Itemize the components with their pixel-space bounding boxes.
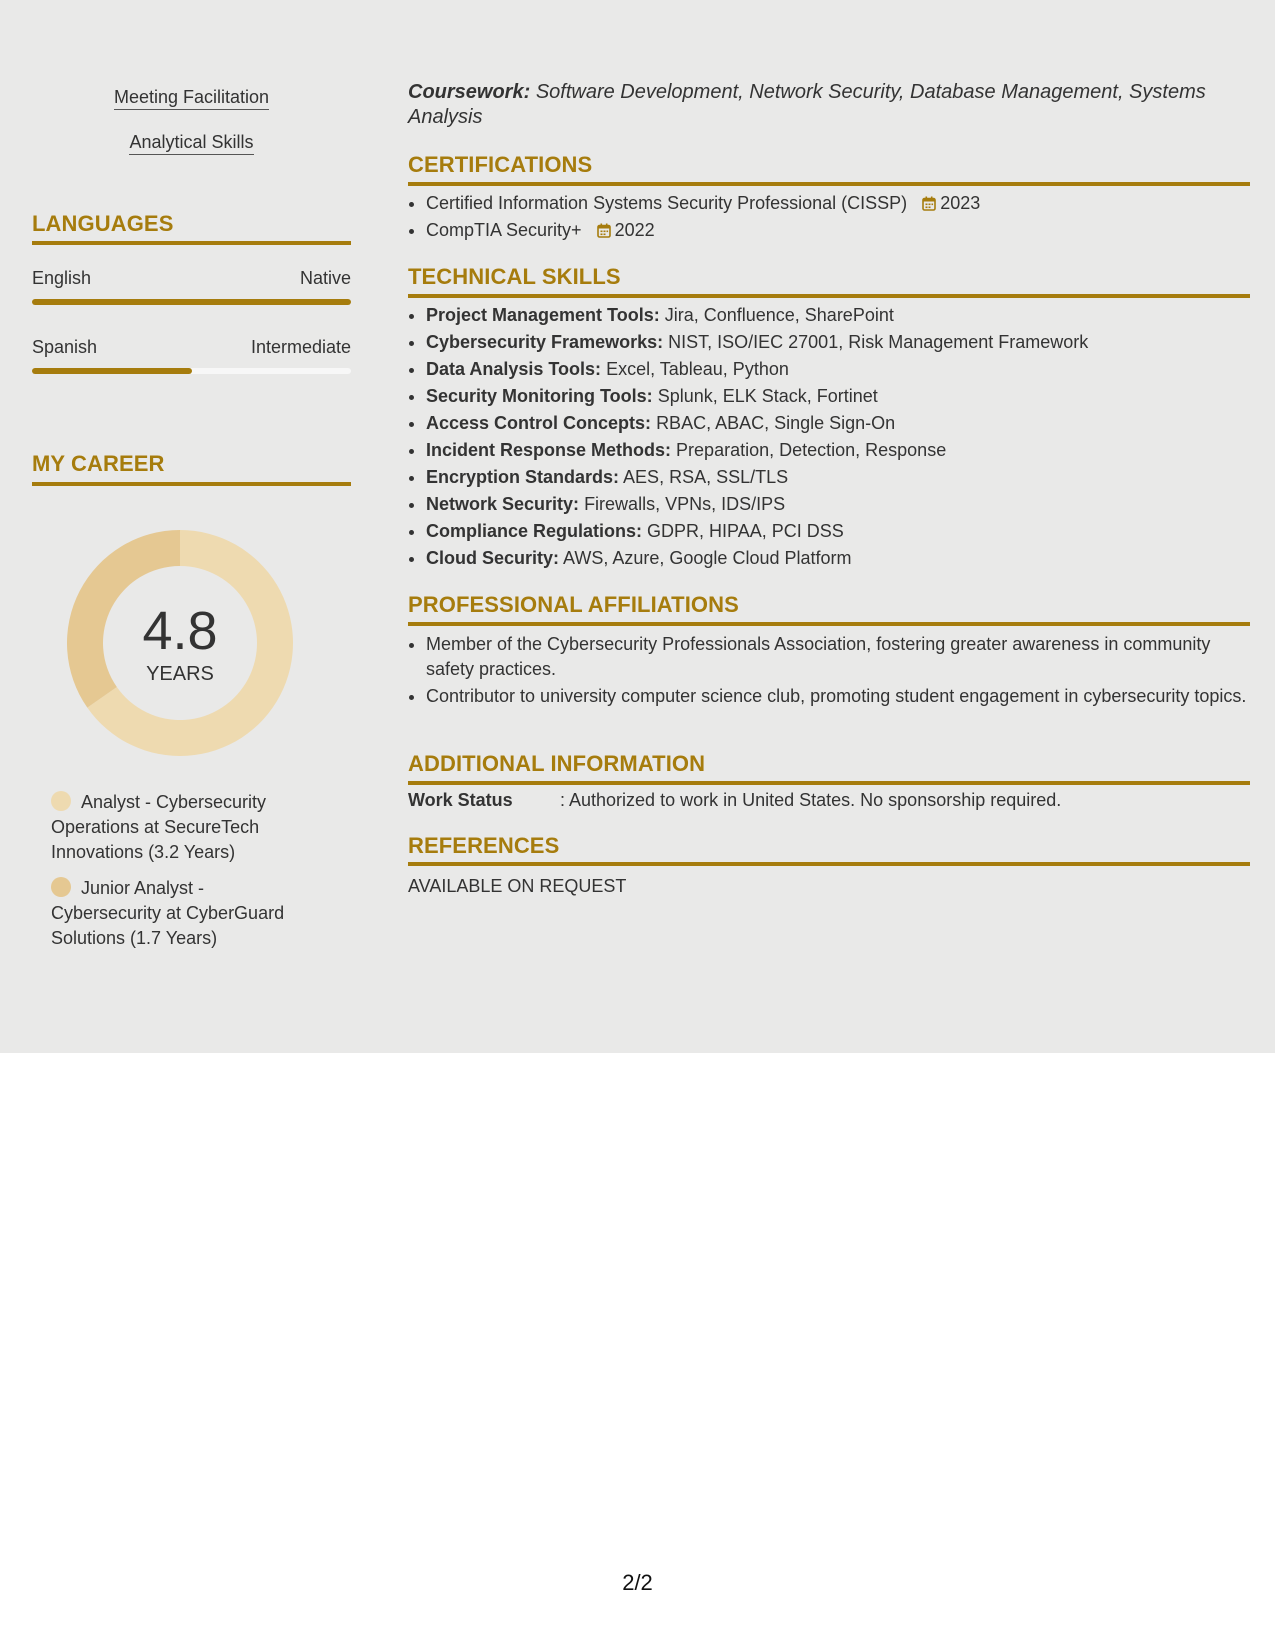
affiliations-title: PROFESSIONAL AFFILIATIONS [408, 592, 739, 617]
coursework [408, 80, 1228, 130]
list-item [426, 302, 1250, 329]
section-divider [408, 781, 1250, 785]
skill-values: AES, RSA, SSL/TLS [623, 467, 789, 487]
skill-category: Network Security: [426, 494, 580, 514]
skill-category: Access Control Concepts: [426, 413, 652, 433]
skill-values: Splunk, ELK Stack, Fortinet [657, 386, 878, 406]
legend-dot [51, 877, 71, 897]
work-status-value: : Authorized to work in United States. No sponsorship required. [560, 790, 1062, 810]
section-divider [408, 182, 1250, 186]
technical-skills-title: TECHNICAL SKILLS [408, 264, 621, 289]
list-item [426, 491, 1250, 518]
language-name: Spanish [32, 337, 98, 357]
list-item: • Certified Information Systems Security Professional (CISSP) 2023 [426, 190, 1250, 217]
skill-values: Firewalls, VPNs, IDS/IPS [584, 494, 786, 514]
additional-info-title: ADDITIONAL INFORMATION [408, 751, 706, 776]
references-text: AVAILABLE ON REQUEST [408, 876, 627, 896]
skill-values: NIST, ISO/IEC 27001, Risk Management Framework [668, 332, 1089, 352]
skill-category: Security Monitoring Tools: [426, 386, 653, 406]
certifications-title: CERTIFICATIONS [408, 152, 593, 177]
list-item: • Member of the Cybersecurity Professionals Association, fostering greater awareness in community safety practices. [426, 632, 1250, 682]
skill-category: Incident Response Methods: [426, 440, 672, 460]
list-item [426, 464, 1250, 491]
skill-values: AWS, Azure, Google Cloud Platform [563, 548, 852, 568]
skill-category: Data Analysis Tools: [426, 359, 602, 379]
career-years-unit: YEARS [146, 663, 214, 685]
calendar-icon [597, 223, 611, 238]
skill-category: Compliance Regulations: [426, 521, 643, 541]
skill-values: Excel, Tableau, Python [606, 359, 789, 379]
skill-category: Cybersecurity Frameworks: [426, 332, 664, 352]
list-item [426, 356, 1250, 383]
list-item: • CompTIA Security+ 2022 [426, 217, 1250, 244]
skill-values: GDPR, HIPAA, PCI DSS [647, 521, 844, 541]
section-divider [32, 482, 351, 486]
coursework-label: Coursework: [408, 81, 531, 103]
certifications-list [408, 190, 1250, 244]
career-legend-item: Junior Analyst - Cybersecurity at CyberGuard Solutions (1.7 Years) [51, 878, 285, 948]
section-divider [408, 622, 1250, 626]
coursework-text: Software Development, Network Security, Database Management, Systems Analysis [408, 81, 1206, 128]
languages-title: LANGUAGES [32, 211, 174, 236]
language-name: English [32, 268, 92, 288]
language-level: Intermediate [250, 337, 351, 357]
work-status-label: Work Status [408, 790, 513, 810]
work-status [408, 790, 1061, 811]
language-bar-fill [32, 299, 351, 305]
career-title: MY CAREER [32, 451, 165, 476]
affiliations-list [408, 632, 1250, 711]
page-number: 2/2 [622, 1570, 653, 1595]
list-item [426, 545, 1250, 572]
skill-category: Encryption Standards: [426, 467, 620, 487]
list-item [426, 437, 1250, 464]
list-item [426, 518, 1250, 545]
skill-values: Jira, Confluence, SharePoint [664, 305, 894, 325]
legend-dot [51, 791, 71, 811]
certification-year: 2023 [940, 193, 981, 213]
career-total-years: 4.8 [142, 601, 218, 661]
language-bar-fill [32, 368, 192, 374]
list-item: • Contributor to university computer science club, promoting student engagement in cybersecurity topics. [426, 684, 1250, 709]
certification-year: 2022 [614, 220, 655, 240]
list-item [426, 383, 1250, 410]
skill-category: Project Management Tools: [426, 305, 660, 325]
references-title: REFERENCES [408, 833, 560, 858]
section-divider [32, 241, 351, 245]
skill-tag: Meeting Facilitation [32, 87, 351, 108]
career-legend-item: Analyst - Cybersecurity Operations at SecureTech Innovations (3.2 Years) [51, 792, 267, 862]
skill-tag: Analytical Skills [32, 132, 351, 153]
section-divider [408, 862, 1250, 866]
skill-category: Cloud Security: [426, 548, 560, 568]
language-row [32, 268, 351, 289]
section-divider [408, 294, 1250, 298]
technical-skills-list [408, 302, 1250, 572]
list-item [426, 410, 1250, 437]
language-row [32, 337, 351, 358]
language-level: Native [299, 268, 351, 288]
list-item [426, 329, 1250, 356]
calendar-icon [922, 196, 936, 211]
skill-values: RBAC, ABAC, Single Sign-On [656, 413, 896, 433]
skill-values: Preparation, Detection, Response [676, 440, 947, 460]
language-bar [32, 368, 351, 374]
language-bar [32, 299, 351, 305]
